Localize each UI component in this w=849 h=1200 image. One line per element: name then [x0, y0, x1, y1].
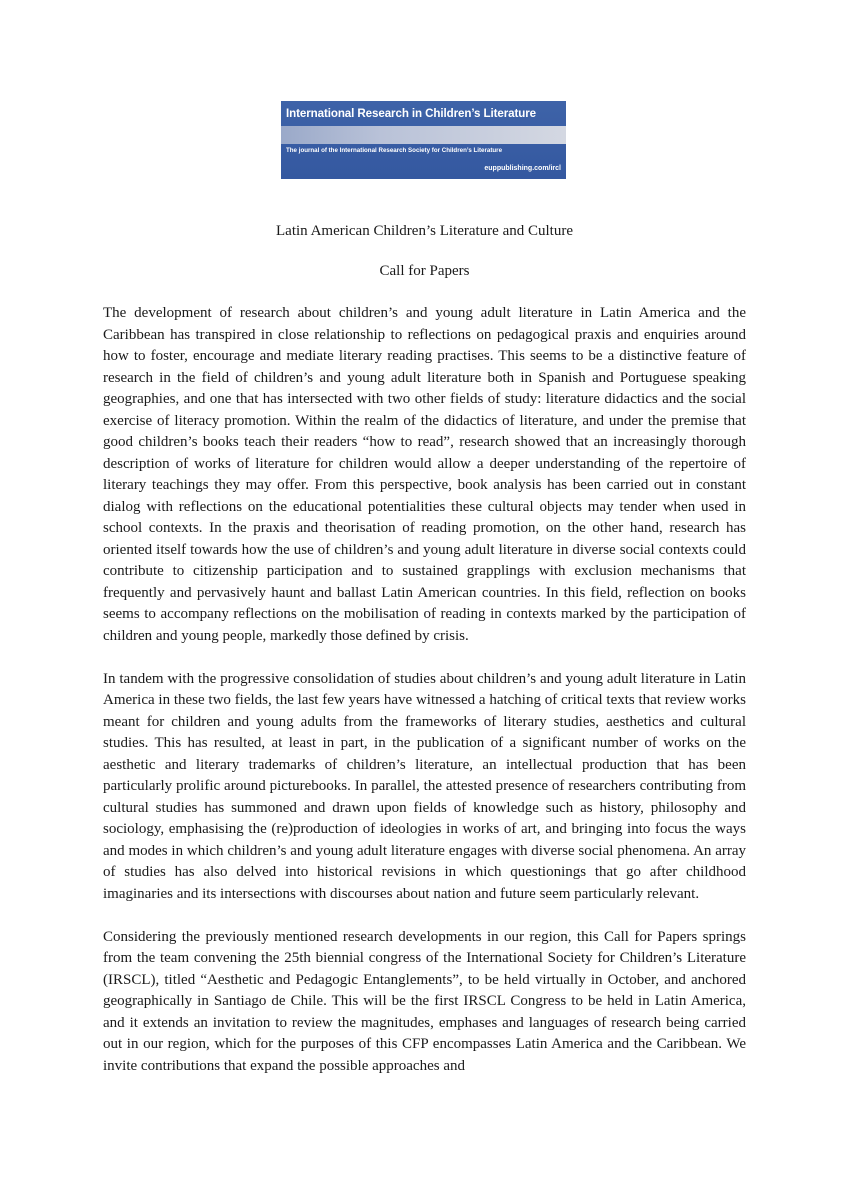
journal-banner	[281, 101, 566, 179]
paragraph-1: The development of research about children’s and young adult literature in Latin America and the Caribbean has transpired in close relationship to reflections on pedagogical praxis and enquiries around how to foster, encourage and mediate literary reading practises. This seems to be a distinctive feature of research in the field of children’s and young adult literature both in Spanish and Portuguese speaking geographies, and one that has intersected with two other fields of study: literature didactics and the social exercise of literacy promotion. Within the realm of the didactics of literature, and under the premise that good children’s books teach their readers “how to read”, research showed that an increasingly thorough description of works of literature for children would allow a deeper understanding of the repertoire of literary teachings they may offer. From this perspective, book analysis has been carried out in constant dialog with reflections on the educational potentialities these cultural objects may tender when used in school contexts. In the praxis and theorisation of reading promotion, on the other hand, research has oriented itself towards how the use of children’s and young adult literature in diverse social contexts could contribute to citizenship participation and to sustained grapplings with exclusion mechanisms that frequently and pervasively haunt and ballast Latin American countries. In this field, reflection on books seems to accompany reflections on the mobilisation of reading in contexts marked by the participation of children and young people, markedly those defined by crisis.	[103, 305, 746, 644]
banner-url: euppublishing.com/ircl	[484, 165, 561, 172]
document-subtitle: Call for Papers	[379, 263, 470, 279]
banner-subtitle: The journal of the International Research Society for Children’s Literature	[286, 147, 503, 154]
document-body	[103, 303, 746, 1077]
paragraph-2: In tandem with the progressive consolidation of studies about children’s and young adult literature in Latin America in these two fields, the last few years have witnessed a hatching of critical texts that review works meant for children and young adults from the frameworks of literary studies, aesthetics and cultural studies. This has resulted, at least in part, in the publication of a significant number of works on the aesthetic and literary trademarks of children’s literature, an intellectual production that has been particularly prolific around picturebooks. In parallel, the attested presence of researchers contributing from cultural studies has summoned and drawn upon fields of knowledge such as history, philosophy and sociology, emphasising the (re)production of ideologies in works of art, and bringing into focus the ways and modes in which children’s and young adult literature engages with diverse social phenomena. An array of studies has also delved into historical revisions in which questionings that go after childhood imaginaries and its intersections with discourses about nation and future seem particularly relevant.	[103, 670, 746, 902]
document-title: Latin American Children’s Literature and Culture	[276, 223, 573, 239]
paragraph-3: Considering the previously mentioned research developments in our region, this Call for Papers springs from the team convening the 25th biennial congress of the International Society for Children’s Literature (IRSCL), titled “Aesthetic and Pedagogic Entanglements”, to be held virtually in October, and anchored geographically in Santiago de Chile. This will be the first IRSCL Congress to be held in Latin America, and it extends an invitation to review the magnitudes, emphases and languages of research being carried out in our region, which for the purposes of this CFP encompasses Latin America and the Caribbean. We invite contributions that expand the possible approaches and	[103, 928, 746, 1074]
banner-title: International Research in Children’s Literature	[286, 107, 536, 120]
banner-stripe	[281, 126, 566, 144]
